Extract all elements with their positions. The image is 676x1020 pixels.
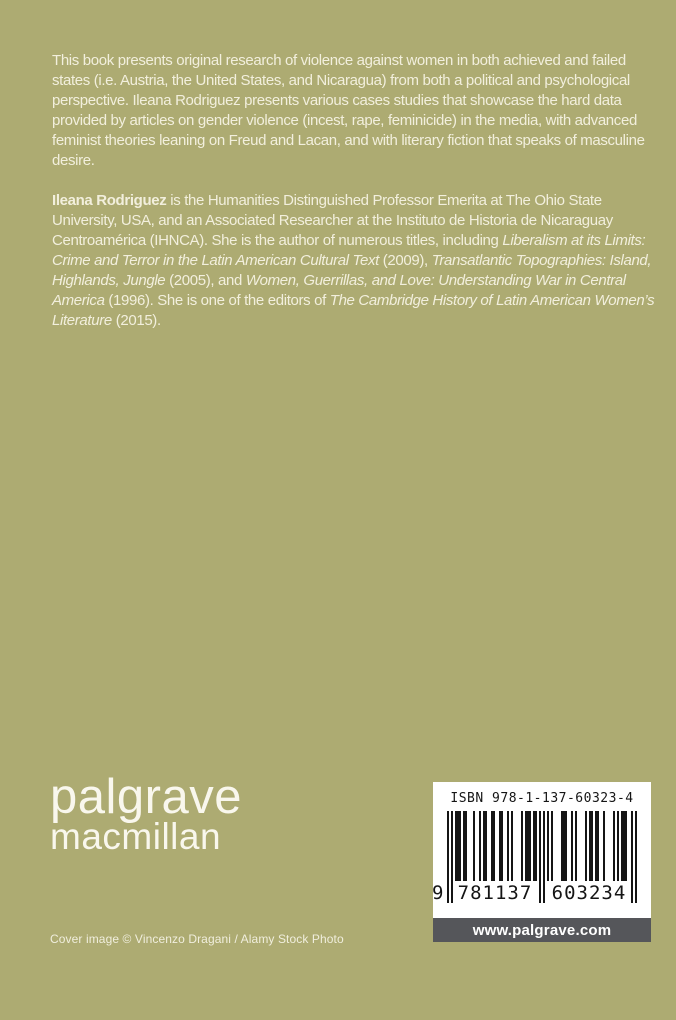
publisher-logo [50, 771, 242, 856]
bio-text-run: Ileana Rodriguez [52, 192, 167, 209]
barcode-bar [585, 811, 587, 881]
barcode-bar [565, 811, 567, 881]
barcode-bar [635, 811, 637, 903]
cover-image-credit: Cover image © Vincenzo Dragani / Alamy Stock Photo [50, 932, 344, 946]
barcode-bar [459, 811, 461, 881]
barcode-bar [535, 811, 537, 881]
bio-text-run: Women, Guerrillas, and Love: Understanding War in Central America [52, 272, 626, 309]
publisher-website-url: www.palgrave.com [472, 921, 612, 939]
barcode-bar [485, 811, 487, 881]
barcode-bar [511, 811, 513, 881]
barcode-bar [575, 811, 577, 881]
barcode-bar [597, 811, 599, 881]
barcode-bar [521, 811, 523, 881]
synopsis-paragraph: This book presents original research of violence against women in both achieved and failed states (i.e. Austria, the United States, and Nicaragua) from both a political and psychological perspective. Ileana Rodriguez presents various cases studies that showcase the hard data provided by articles on gender violence (incest, rape, feminicide) in the media, with advanced feminist theories leaning on Freud and Lacan, and with literary fiction that speaks of masculine desire. [52, 52, 645, 169]
ean-digit-leading: 9 [432, 882, 444, 904]
barcode-bar [613, 811, 615, 881]
barcode-bar [617, 811, 619, 881]
bio-text-run: (2009), [378, 252, 432, 269]
ean-digit-group-right: 603234 [551, 882, 627, 904]
barcode-bar [529, 811, 531, 881]
bio-text-run: is the Humanities Distinguished Professor Emerita at The Ohio State University, USA, and an Associated Researcher at the Instituto de Historia de Nicaraguay Centroamérica (IHNCA). She is the author of numerous titles, including [52, 192, 613, 249]
publisher-website-bar [433, 918, 651, 942]
bio-text-run: (2005), and [165, 272, 246, 289]
bio-text-run: (1996). She is one of the editors of [104, 292, 330, 309]
ean13-barcode [432, 811, 637, 907]
barcode-bar [479, 811, 481, 881]
ean-digit-group-left: 781137 [457, 882, 533, 904]
bio-text-run: Transatlantic Topographies: Island, Highlands, Jungle [52, 252, 652, 289]
barcode-bar [603, 811, 605, 881]
barcode-bar [473, 811, 475, 881]
barcode-bar [631, 811, 633, 903]
publisher-logo-macmillan: macmillan [50, 816, 222, 857]
isbn-barcode-panel [433, 782, 651, 918]
barcode-bar [447, 811, 449, 903]
barcode-bar [551, 811, 553, 881]
barcode-bar [501, 811, 503, 881]
synopsis-block [52, 51, 658, 331]
bio-text-run: (2015). [111, 312, 161, 329]
barcode-bar [571, 811, 573, 881]
barcode-bar [451, 811, 453, 903]
bio-text-run: Liberalism at its Limits: Crime and Terror in the Latin American Cultural Text [52, 232, 646, 269]
barcode-bar [547, 811, 549, 881]
barcode-bar [543, 811, 545, 903]
isbn-number: ISBN 978-1-137-60323-4 [450, 791, 634, 806]
barcode-bar [591, 811, 593, 881]
barcode-bar [465, 811, 467, 881]
barcode-bar [539, 811, 541, 903]
publisher-logo-palgrave: palgrave [50, 770, 242, 824]
bio-text-run: The Cambridge History of Latin American Women’s Literature [52, 292, 655, 329]
barcode-bar [493, 811, 495, 881]
author-bio-paragraph [52, 191, 658, 331]
barcode-bar [507, 811, 509, 881]
barcode-bar [625, 811, 627, 881]
